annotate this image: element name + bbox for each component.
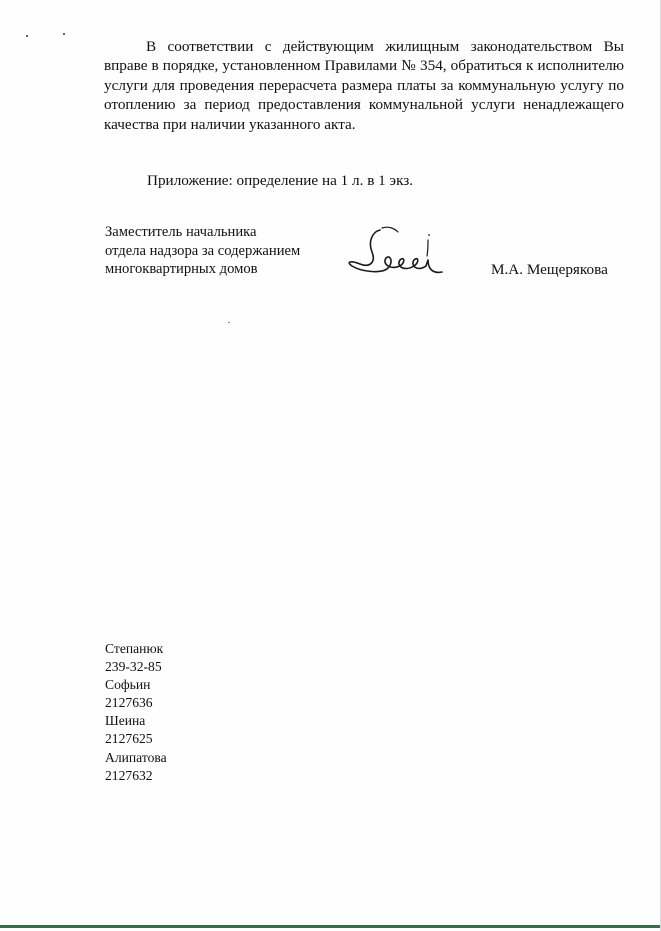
contact-name: Шеина bbox=[105, 713, 146, 729]
signer-title-line: отдела надзора за содержанием bbox=[105, 242, 301, 259]
attachment-line: Приложение: определение на 1 л. в 1 экз. bbox=[147, 172, 414, 189]
scan-speck bbox=[228, 322, 230, 323]
signer-title bbox=[105, 223, 300, 279]
bottom-edge-line bbox=[0, 925, 661, 928]
signer-title-line: Заместитель начальника bbox=[105, 224, 257, 240]
scan-speck bbox=[63, 33, 65, 35]
contact-name: Софьин bbox=[105, 677, 151, 693]
contact-phone: 2127636 bbox=[105, 695, 153, 711]
signer-name: М.А. Мещерякова bbox=[491, 261, 608, 278]
contact-name: Алипатова bbox=[105, 749, 167, 765]
contact-phone: 239-32-85 bbox=[105, 659, 162, 675]
contact-name: Степанюк bbox=[105, 641, 164, 656]
scan-speck bbox=[26, 35, 28, 37]
body-paragraph: В соответствии с действующим жилищным законодательством Вы вправе в порядке, установленном Правилами № 354, обратиться к исполнителю услуги для проведения перерасчета размера платы за коммунальную услугу по отоплению за период предоставления коммунальной услуги ненадлежащего качества при наличии указанного акта. bbox=[104, 38, 624, 133]
handwritten-signature bbox=[342, 222, 446, 286]
signer-title-line: многоквартирных домов bbox=[105, 261, 258, 277]
contacts-list bbox=[105, 640, 167, 785]
contact-phone: 2127625 bbox=[105, 731, 153, 747]
contact-phone: 2127632 bbox=[105, 767, 153, 783]
